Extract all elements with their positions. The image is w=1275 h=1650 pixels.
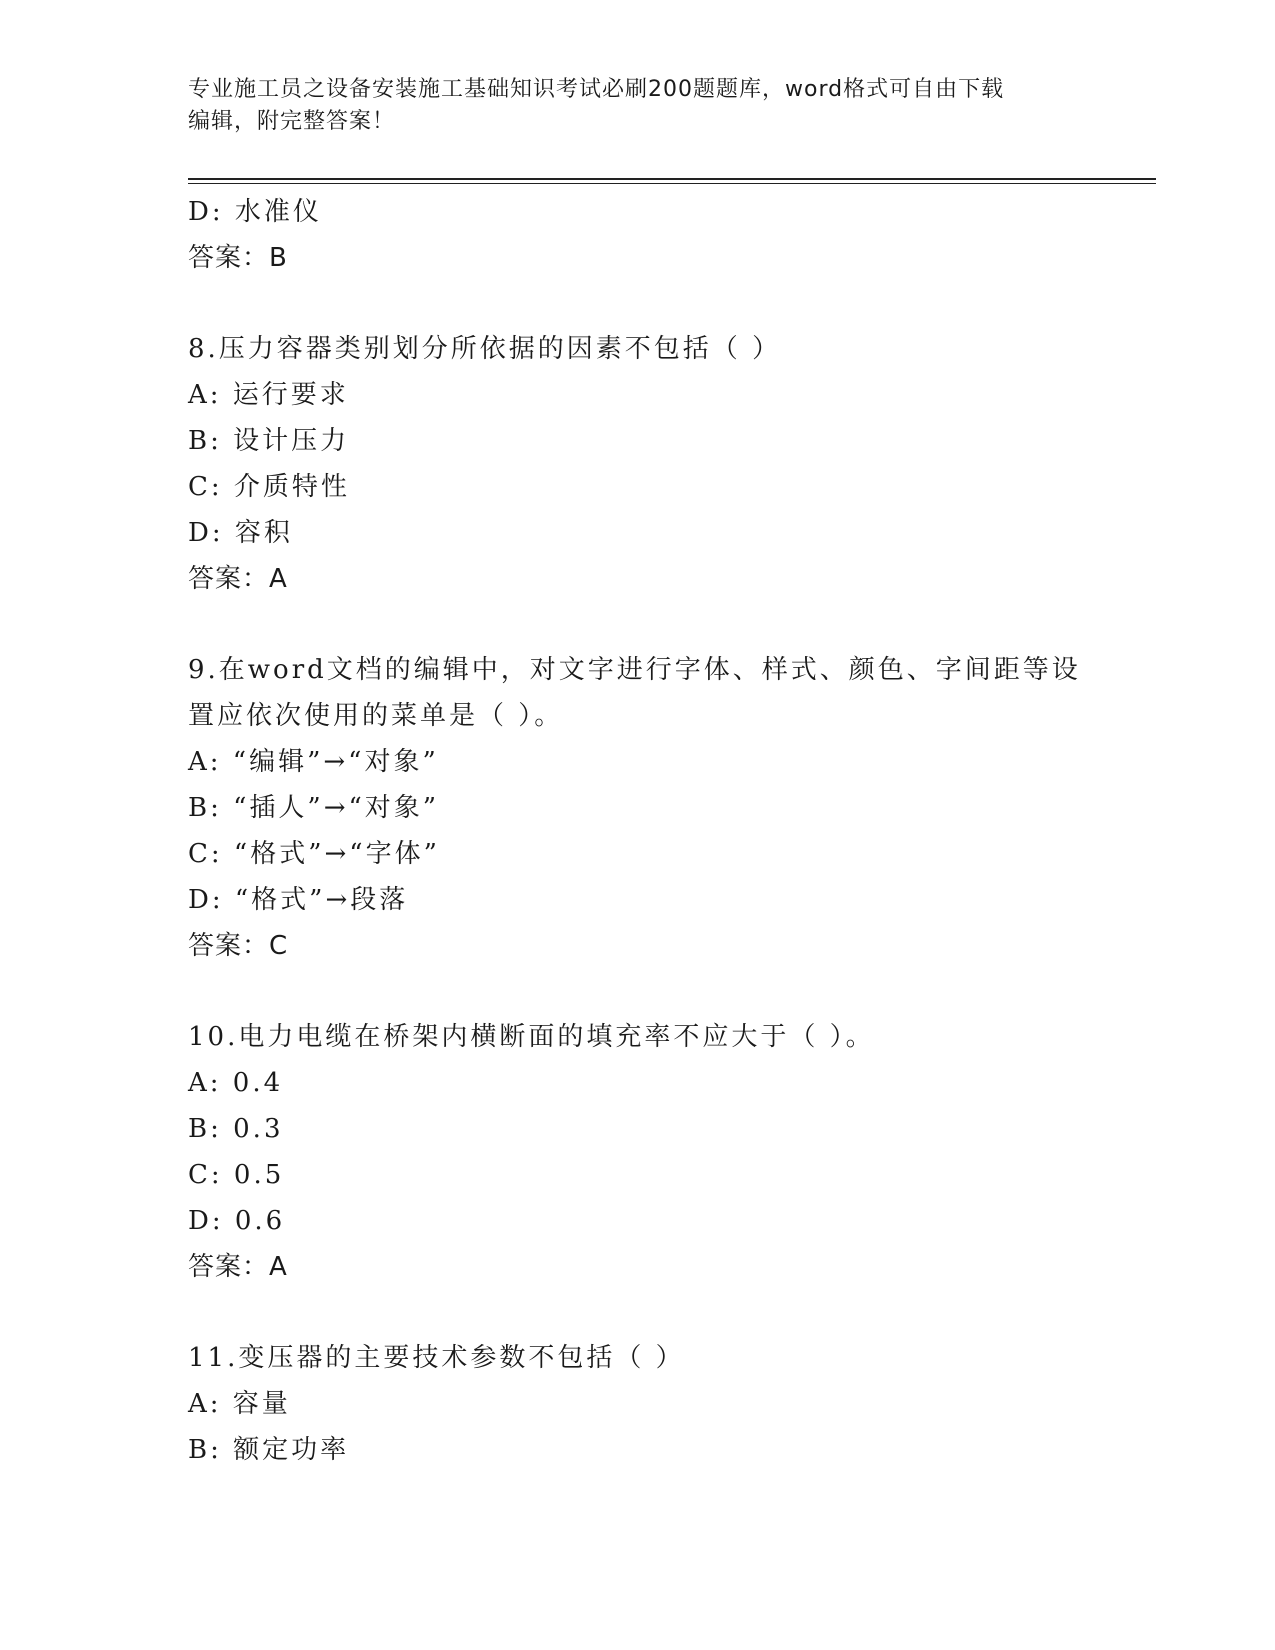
question-list — [188, 189, 1088, 1473]
document-header — [188, 74, 1068, 138]
header-title-line-2: 编辑，附完整答案！ — [188, 109, 396, 134]
option-c: C: “格式”→“字体” — [188, 839, 440, 869]
header-title-line-1: 专业施工员之设备安装施工基础知识考试必刷200题题库，word格式可自由下载 — [188, 77, 1005, 102]
option-a: A: 运行要求 — [188, 380, 349, 410]
header-divider-thin — [188, 183, 1156, 184]
option-a: A: 容量 — [188, 1389, 291, 1419]
option-b: B: 设计压力 — [188, 426, 350, 456]
option-d: D: 水准仪 — [188, 197, 322, 227]
option-d: D: 0.6 — [188, 1206, 286, 1236]
option-b: B: 额定功率 — [188, 1435, 350, 1465]
answer-label: 答案：B — [188, 243, 288, 273]
option-c: C: 0.5 — [188, 1160, 285, 1190]
question-block — [188, 326, 1088, 602]
option-c: C: 介质特性 — [188, 472, 350, 502]
question-stem: 11.变压器的主要技术参数不包括（ ） — [188, 1343, 685, 1373]
option-b: B: 0.3 — [188, 1114, 284, 1144]
answer-label: 答案：A — [188, 564, 288, 594]
question-stem-continued: 置应依次使用的菜单是（ ）。 — [188, 701, 564, 731]
question-block — [188, 1014, 1088, 1290]
option-a: A: 0.4 — [188, 1068, 284, 1098]
option-d: D: “格式”→段落 — [188, 885, 409, 915]
option-b: B: “插人”→“对象” — [188, 793, 440, 823]
answer-label: 答案：C — [188, 931, 289, 961]
question-block — [188, 1335, 1088, 1473]
question-block — [188, 647, 1088, 969]
answer-label: 答案：A — [188, 1252, 288, 1282]
question-stem: 8.压力容器类别划分所依据的因素不包括（ ） — [188, 334, 782, 364]
option-d: D: 容积 — [188, 518, 293, 548]
option-a: A: “编辑”→“对象” — [188, 747, 439, 777]
question-stem: 10.电力电缆在桥架内横断面的填充率不应大于（ ）。 — [188, 1022, 875, 1052]
header-divider-thick — [188, 178, 1156, 180]
question-stem: 9.在word文档的编辑中，对文字进行字体、样式、颜色、字间距等设 — [188, 655, 1081, 685]
